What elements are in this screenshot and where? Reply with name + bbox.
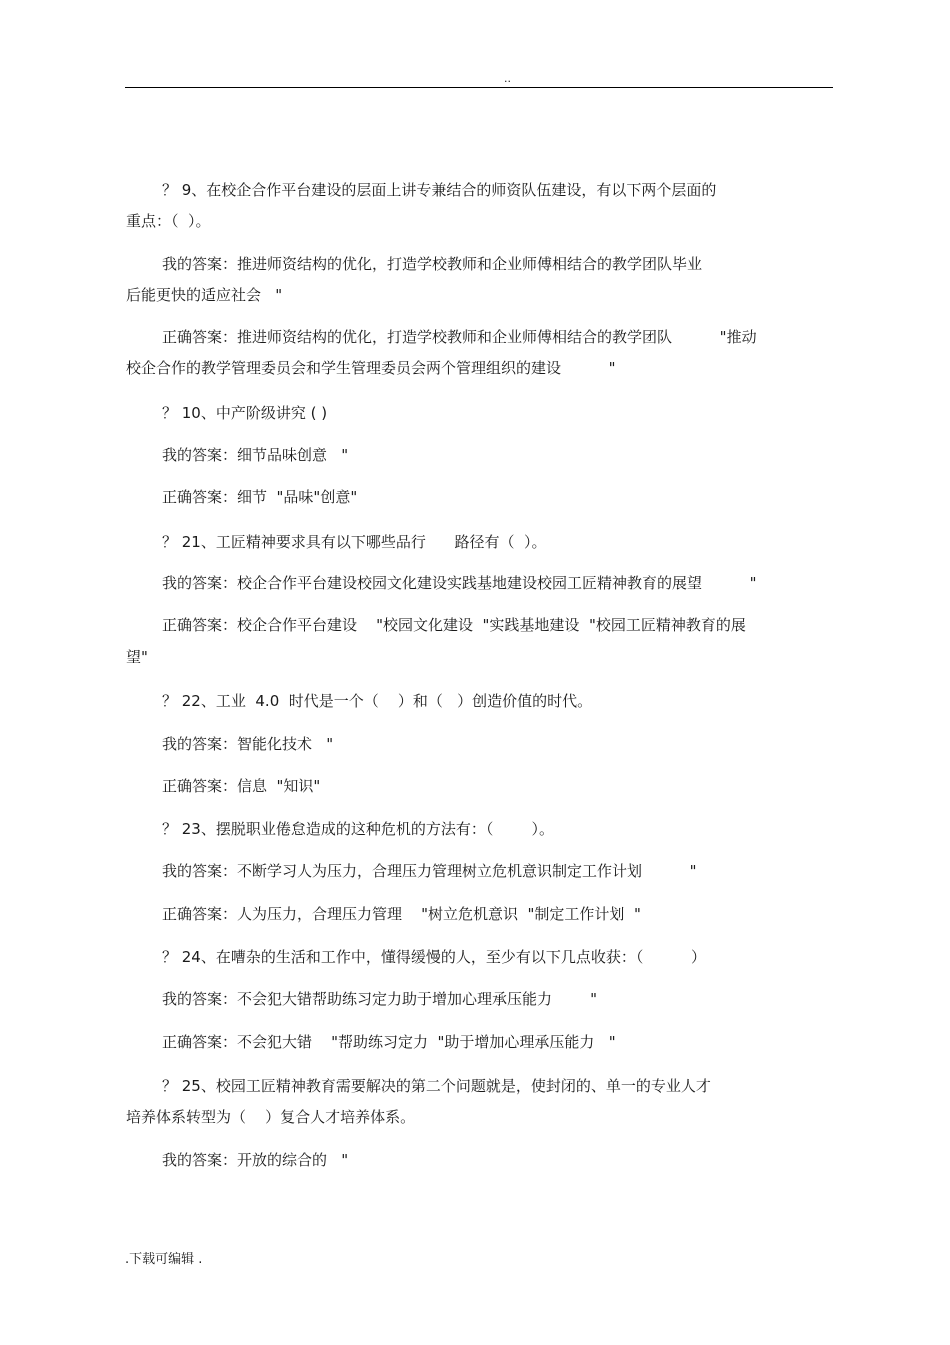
footer-note: .下载可编辑 . [125, 1252, 203, 1267]
question-22: ？ 22、工业 4.0 时代是一个（ ）和（ ）创造价值的时代。 [162, 692, 593, 710]
correct-answer-24: 正确答案：不会犯大错 "帮助练习定力 "助于增加心理承压能力 " [162, 1033, 616, 1051]
question-25-line-1: ？ 25、校园工匠精神教育需要解决的第二个问题就是，使封闭的、单一的专业人才 [162, 1077, 711, 1095]
my-answer-25: 我的答案：开放的综合的 " [162, 1151, 349, 1169]
my-answer-10: 我的答案：细节品味创意 " [162, 446, 349, 464]
correct-answer-9-line-1: 正确答案：推进师资结构的优化，打造学校教师和企业师傅相结合的教学团队 "推动 [162, 328, 757, 346]
question-24: ？ 24、在嘈杂的生活和工作中，懂得缓慢的人，至少有以下几点收获：（ ） [162, 948, 707, 966]
question-23: ？ 23、摆脱职业倦怠造成的这种危机的方法有：（ ）。 [162, 820, 555, 838]
question-21: ？ 21、工匠精神要求具有以下哪些品行 路径有（ ）。 [162, 533, 547, 551]
correct-answer-23: 正确答案：人为压力，合理压力管理 "树立危机意识 "制定工作计划 " [162, 905, 641, 923]
correct-answer-10: 正确答案：细节 "品味"创意" [162, 488, 358, 506]
my-answer-9-line-2: 后能更快的适应社会 " [126, 286, 283, 304]
correct-answer-21-line-2: 望" [126, 648, 148, 666]
question-25-line-2: 培养体系转型为（ ）复合人才培养体系。 [126, 1108, 416, 1126]
header-rule [125, 87, 833, 88]
my-answer-24: 我的答案：不会犯大错帮助练习定力助于增加心理承压能力 " [162, 990, 598, 1008]
question-9-line-2: 重点：（ ）。 [126, 212, 211, 230]
my-answer-23: 我的答案：不断学习人为压力，合理压力管理树立危机意识制定工作计划 " [162, 862, 697, 880]
question-10: ？ 10、中产阶级讲究 ( ) [162, 404, 328, 422]
my-answer-21: 我的答案：校企合作平台建设校园文化建设实践基地建设校园工匠精神教育的展望 " [162, 574, 757, 592]
correct-answer-21-line-1: 正确答案：校企合作平台建设 "校园文化建设 "实践基地建设 "校园工匠精神教育的展 [162, 616, 746, 634]
header-mark: .. [504, 72, 511, 85]
my-answer-9-line-1: 我的答案：推进师资结构的优化，打造学校教师和企业师傅相结合的教学团队毕业 [162, 255, 703, 273]
my-answer-22: 我的答案：智能化技术 " [162, 735, 334, 753]
correct-answer-9-line-2: 校企合作的教学管理委员会和学生管理委员会两个管理组织的建设 " [126, 359, 616, 377]
correct-answer-22: 正确答案：信息 "知识" [162, 777, 321, 795]
question-9-line-1: ？ 9、在校企合作平台建设的层面上讲专兼结合的师资队伍建设，有以下两个层面的 [162, 181, 717, 199]
